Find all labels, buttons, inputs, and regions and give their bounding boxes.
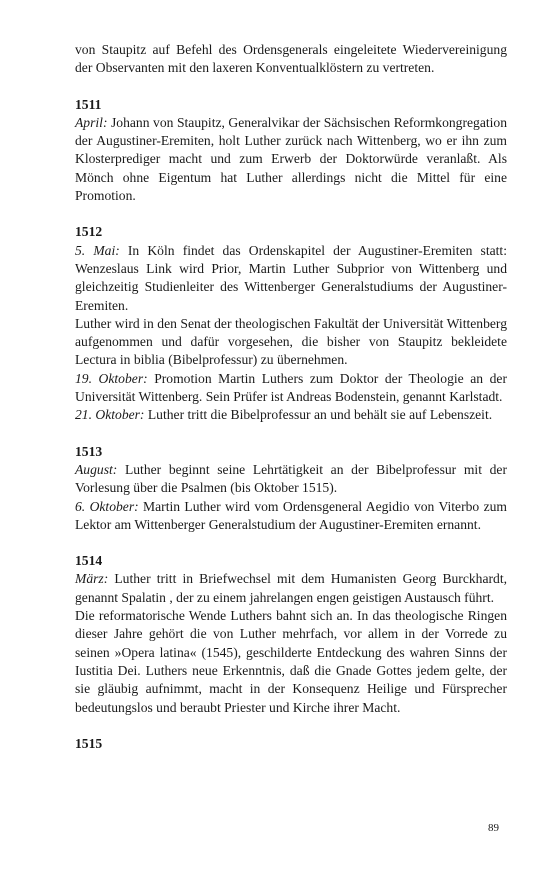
section-1515: [75, 735, 507, 753]
entry-date: 6. Oktober:: [75, 498, 139, 514]
entry-date: April:: [75, 114, 108, 130]
entry-paragraph: [75, 461, 507, 498]
entry-date: März:: [75, 571, 109, 587]
section-1512: [75, 223, 507, 424]
entry-paragraph: [75, 242, 507, 315]
year-heading: 1513: [75, 443, 103, 459]
entry-date: 19. Oktober:: [75, 370, 148, 386]
year-heading: 1515: [75, 735, 103, 751]
entry-text: Martin Luther wird vom Ordensgeneral Aegidio von Viterbo zum Lektor am Wittenberger Generalstudium der Augustiner-Eremiten ernannt.: [75, 498, 507, 532]
entry-paragraph: [75, 406, 507, 424]
entry-text: Promotion Martin Luthers zum Doktor der Theologie an der Universität Wittenberg. Sein Prüfer ist Andreas Bodenstein, genannt Karlstadt.: [75, 370, 507, 405]
entry-text: Luther wird in den Senat der theologischen Fakultät der Universität Wittenberg aufgenommen und dafür vorgesehen, die bisher von Staupitz bekleidete Lectura in biblia (Bibelprofessur) zu übernehmen.: [75, 315, 507, 368]
entry-text: Johann von Staupitz, Generalvikar der Sächsischen Reformkongregation der Augustiner-Eremiten, holt Luther zurück nach Wittenberg, wo er ihn zum Klosterprediger macht und zum Erwerb der Doktorwürde veranlaßt. Als Mönch ohne Eigentum hat Luther allerdings nicht die Mittel für eine Promotion.: [75, 114, 507, 204]
entry-date: 5. Mai:: [75, 242, 120, 258]
entry-text: Die reformatorische Wende Luthers bahnt sich an. In das theologische Ringen dieser Jahre gehört die von Luther mehrfach, vor allem in der Vorrede zu seinen »Opera latina« (1545), geschilderte Entdeckung des wahren Sinns der Iustitia Dei. Luthers neue Erkenntnis, daß die Gnade Gottes jedem gelte, der sie gläubig aufnimmt, macht in der Konsequenz Heilige und Fürsprecher bedeutungslos und beraubt Priester und Kirche ihrer Macht.: [75, 608, 507, 715]
entry-text: Luther tritt in Briefwechsel mit dem Humanisten Georg Burckhardt, genannt Spalatin , der zu einem jahrelangen engen geistigen Austausch führt.: [75, 571, 507, 605]
page-body: [75, 41, 507, 753]
entry-text: In Köln findet das Ordenskapitel der Augustiner-Eremiten statt: Wenzeslaus Link wird Prior, Martin Luther Subprior von Wittenberg und gleichzeitig Studienleiter des Wittenberger Generalstudiums der Augustiner-Eremiten.: [75, 242, 507, 313]
entry-date: 21. Oktober:: [75, 407, 145, 423]
year-heading: 1512: [75, 224, 103, 240]
year-heading: 1511: [75, 96, 102, 112]
entry-paragraph: [75, 570, 507, 607]
entry-paragraph: [75, 370, 507, 407]
section-1514: [75, 552, 507, 717]
entry-text: Luther beginnt seine Lehrtätigkeit an der Bibelprofessur mit der Vorlesung über die Psalmen (bis Oktober 1515).: [75, 461, 507, 496]
year-heading: 1514: [75, 553, 103, 569]
entry-paragraph: [75, 114, 507, 205]
entry-paragraph: [75, 315, 507, 370]
entry-text: Luther tritt die Bibelprofessur an und behält sie auf Lebenszeit.: [144, 407, 493, 423]
intro-paragraph: von Staupitz auf Befehl des Ordensgenerals eingeleitete Wiedervereinigung der Observanten mit den laxeren Konventualklöstern zu vertreten.: [75, 42, 507, 76]
entry-paragraph: [75, 498, 507, 535]
page-number: 89: [488, 822, 499, 834]
section-1513: [75, 443, 507, 534]
entry-date: August:: [75, 461, 118, 477]
section-1511: [75, 96, 507, 206]
entry-paragraph: [75, 607, 507, 717]
